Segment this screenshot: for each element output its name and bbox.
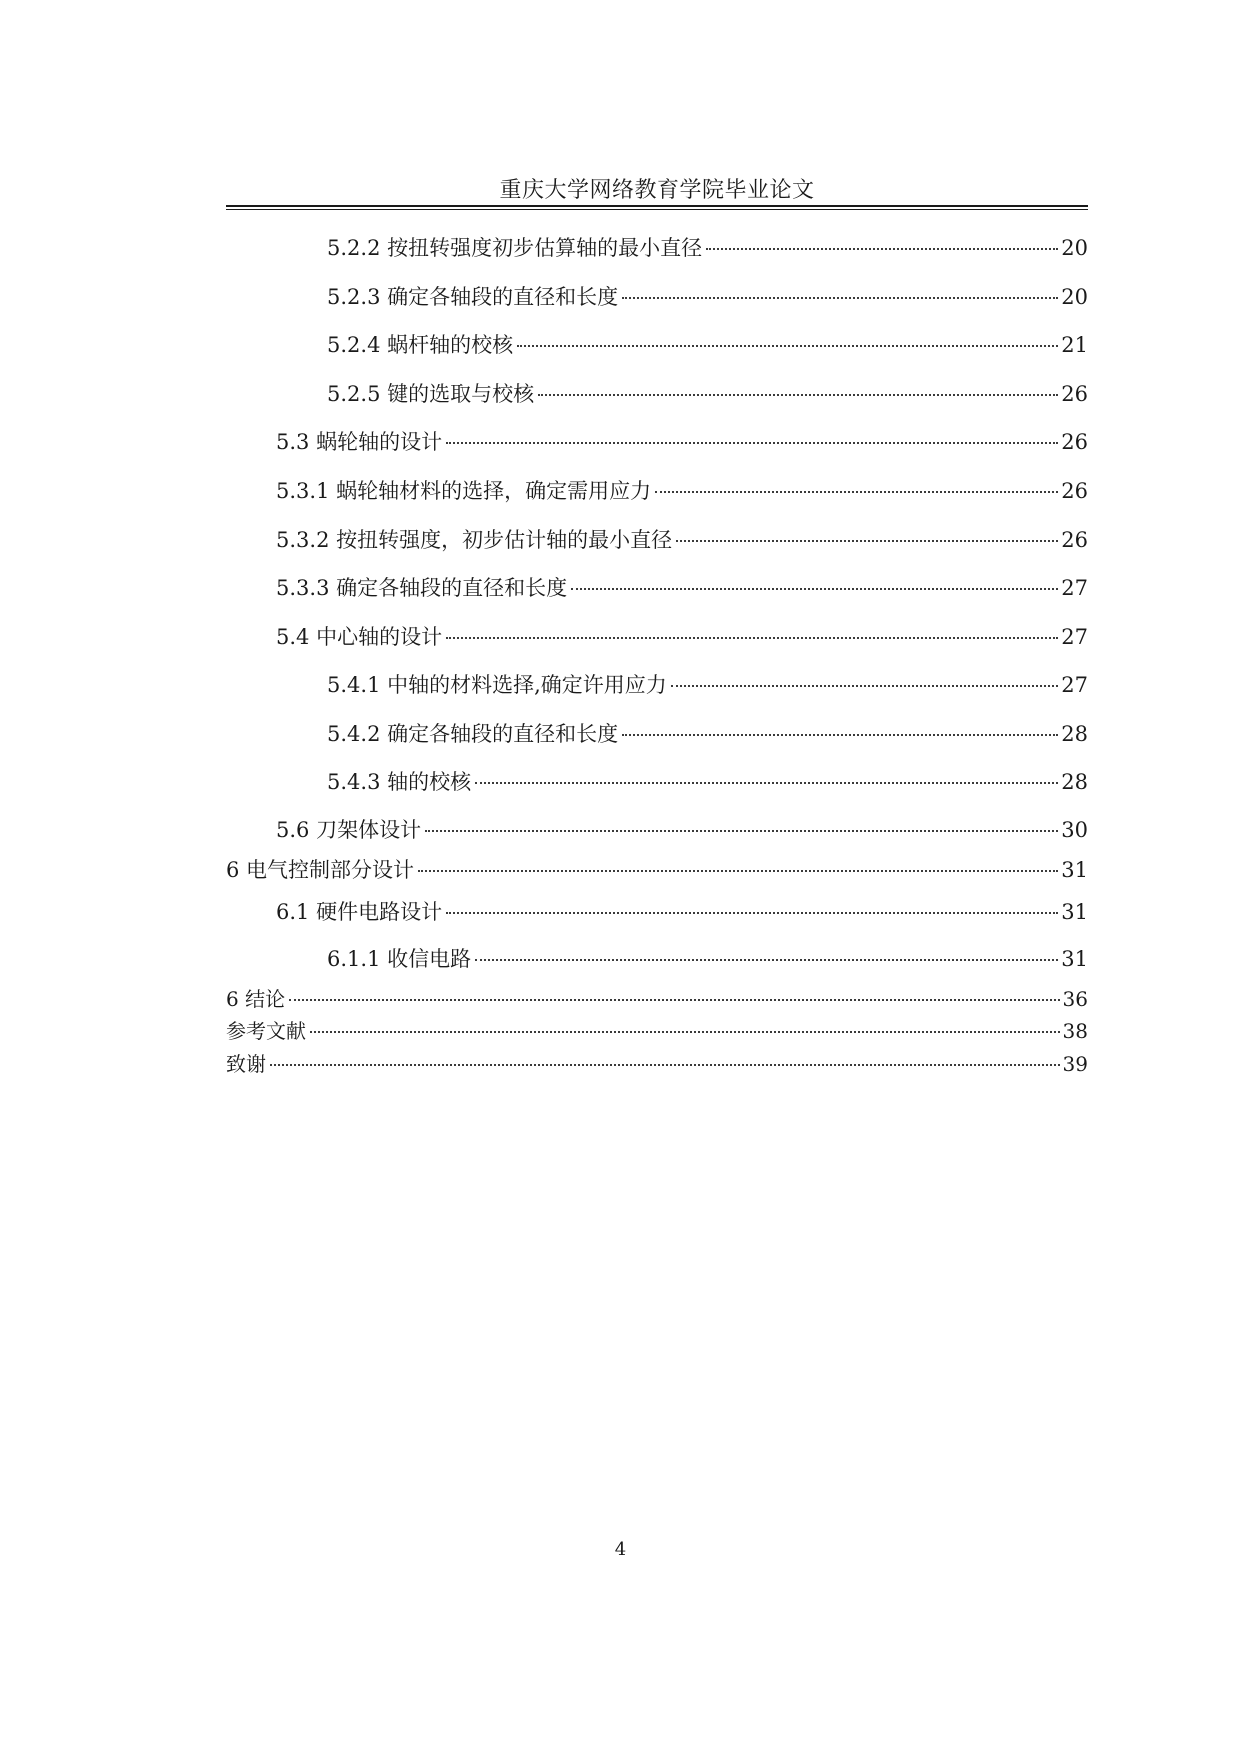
toc-dot-leader — [418, 870, 1058, 872]
toc-dot-leader — [446, 637, 1058, 639]
toc-entry[interactable] — [276, 897, 1088, 927]
toc-dot-leader — [676, 540, 1058, 542]
toc-entry-label: 6 结论 — [226, 987, 286, 1011]
toc-dot-leader — [517, 345, 1058, 347]
toc-entry-label: 5.4.2 确定各轴段的直径和长度 — [327, 722, 619, 746]
toc-entry-label: 5.4.3 轴的校核 — [327, 770, 472, 794]
toc-entry-label: 致谢 — [226, 1052, 266, 1076]
toc-entry[interactable] — [276, 815, 1088, 845]
toc-entry-label: 5.2.5 键的选取与校核 — [327, 382, 535, 406]
toc-page-number: 26 — [1061, 430, 1088, 454]
toc-entry-label: 5.3.1 蜗轮轴材料的选择，确定需用应力 — [276, 479, 652, 503]
toc-page-number: 27 — [1061, 673, 1088, 697]
toc-entry-label: 5.2.4 蜗杆轴的校核 — [327, 333, 514, 357]
toc-entry[interactable] — [327, 282, 1088, 312]
toc-entry[interactable] — [327, 944, 1088, 974]
toc-page-number: 20 — [1061, 236, 1088, 260]
toc-page-number: 39 — [1062, 1052, 1088, 1076]
toc-entry-label: 5.2.3 确定各轴段的直径和长度 — [327, 285, 619, 309]
toc-dot-leader — [475, 959, 1058, 961]
page-header-title: 重庆大学网络教育学院毕业论文 — [499, 178, 815, 203]
header-rule-thin — [226, 209, 1088, 210]
toc-dot-leader — [622, 734, 1058, 736]
toc-page-number: 36 — [1062, 987, 1088, 1011]
toc-dot-leader — [706, 248, 1058, 250]
toc-entry-label: 参考文献 — [226, 1019, 306, 1043]
toc-entry[interactable] — [327, 670, 1088, 700]
toc-page-number: 26 — [1061, 479, 1088, 503]
toc-page-number: 20 — [1061, 285, 1088, 309]
toc-entry-label: 5.3.3 确定各轴段的直径和长度 — [276, 576, 568, 600]
toc-page-number: 30 — [1061, 818, 1088, 842]
toc-dot-leader — [475, 782, 1058, 784]
toc-dot-leader — [425, 830, 1058, 832]
page-number: 4 — [614, 1539, 627, 1560]
toc-page-number: 28 — [1061, 722, 1088, 746]
toc-entry[interactable] — [276, 476, 1088, 506]
toc-page-number: 28 — [1061, 770, 1088, 794]
toc-dot-leader — [446, 442, 1058, 444]
toc-entry-label: 5.4.1 中轴的材料选择,确定许用应力 — [327, 673, 667, 697]
toc-entry-label: 6.1 硬件电路设计 — [276, 900, 443, 924]
toc-dot-leader — [571, 588, 1058, 590]
toc-entry-label: 5.4 中心轴的设计 — [276, 625, 443, 649]
toc-entry-label: 5.2.2 按扭转强度初步估算轴的最小直径 — [327, 236, 703, 260]
toc-dot-leader — [622, 297, 1058, 299]
toc-entry[interactable] — [276, 573, 1088, 603]
header-rule-thick — [226, 205, 1088, 207]
toc-dot-leader — [270, 1064, 1060, 1066]
toc-entry[interactable] — [226, 986, 1088, 1012]
toc-dot-leader — [446, 912, 1058, 914]
toc-dot-leader — [655, 491, 1058, 493]
toc-page-number: 31 — [1061, 900, 1088, 924]
toc-entry[interactable] — [226, 1018, 1088, 1044]
toc-page-number: 31 — [1061, 858, 1088, 882]
toc-page-number: 21 — [1061, 333, 1088, 357]
toc-entry[interactable] — [327, 767, 1088, 797]
toc-dot-leader — [289, 999, 1059, 1001]
toc-entry[interactable] — [276, 525, 1088, 555]
toc-entry[interactable] — [327, 719, 1088, 749]
toc-entry[interactable] — [327, 233, 1088, 263]
toc-page-number: 27 — [1061, 576, 1088, 600]
toc-entry[interactable] — [226, 1051, 1088, 1077]
toc-entry[interactable] — [226, 855, 1088, 885]
toc-entry[interactable] — [327, 379, 1088, 409]
toc-entry-label: 5.3 蜗轮轴的设计 — [276, 430, 443, 454]
toc-entry-label: 6.1.1 收信电路 — [327, 947, 472, 971]
toc-page-number: 27 — [1061, 625, 1088, 649]
toc-page-number: 26 — [1061, 528, 1088, 552]
toc-entry-label: 5.3.2 按扭转强度，初步估计轴的最小直径 — [276, 528, 673, 552]
toc-dot-leader — [310, 1031, 1060, 1033]
toc-dot-leader — [538, 394, 1058, 396]
toc-page-number: 26 — [1061, 382, 1088, 406]
toc-entry[interactable] — [276, 427, 1088, 457]
toc-entry[interactable] — [327, 330, 1088, 360]
toc-dot-leader — [671, 685, 1058, 687]
toc-entry[interactable] — [276, 622, 1088, 652]
toc-page-number: 38 — [1062, 1019, 1088, 1043]
toc-page-number: 31 — [1061, 947, 1088, 971]
toc-entry-label: 5.6 刀架体设计 — [276, 818, 422, 842]
toc-entry-label: 6 电气控制部分设计 — [226, 858, 415, 882]
